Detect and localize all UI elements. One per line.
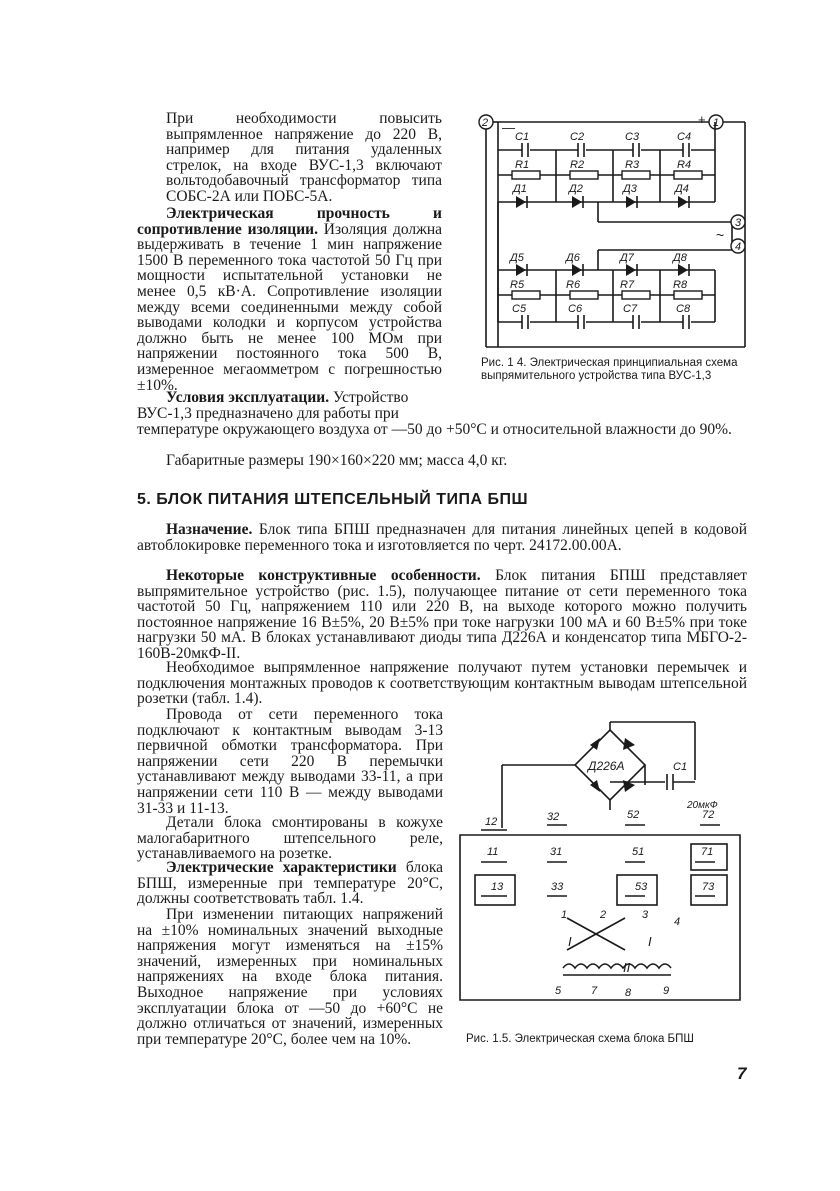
paragraph-text: Детали блока смонтированы в кожухе малогабаритного штепсельного реле, устанавливаемого на розетке. [137,814,443,863]
contact-13: 13 [491,881,504,893]
tap-4: 4 [674,916,681,928]
r8-label: R8 [673,279,688,291]
terminal-1 [709,115,723,129]
paragraph-text: температуре окружающего воздуха от —50 до +50°С и относительной влажности до 90%. [137,421,732,438]
contact-31: 31 [550,846,563,858]
paragraph-text: Устройство [329,389,409,406]
tap-8: 8 [625,987,632,999]
r3-label: R3 [625,159,640,171]
c1-label: C1 [515,131,530,143]
c5-label: C5 [512,303,527,315]
contact-52: 52 [627,809,640,821]
d3-label: Д3 [623,183,637,195]
section-heading: 5. БЛОК ПИТАНИЯ ШТЕПСЕЛЬНЫЙ ТИПА БПШ [137,491,529,508]
contact-row-top [481,809,720,830]
c6-label: C6 [568,303,583,315]
terminal-4-label: 4 [735,241,742,253]
tap-3: 3 [642,909,649,921]
line-vus-purpose [137,406,442,422]
bridge-label: Д226А [588,759,625,773]
caption-text: Рис. 1.5. Электрическая схема блока БПШ [466,1033,694,1045]
c4-label: C4 [677,131,692,143]
r5-label: R5 [510,279,525,291]
ac-sign: ~ [716,227,725,243]
winding-i-right: I [648,934,652,949]
d6-label: Д6 [566,252,580,264]
contact-72: 72 [702,809,715,821]
paragraph-electrical-characteristics [137,860,443,907]
r6-label: R6 [566,279,581,291]
plus-sign: + [698,112,706,127]
r2-label: R2 [570,159,585,171]
paragraph-insulation [137,206,442,393]
c1-label: C1 [673,761,688,773]
paragraph-dimensions [166,453,746,469]
c2-label: C2 [570,131,585,143]
contact-73: 73 [702,881,715,893]
d4-label: Д4 [675,183,689,195]
contact-11: 11 [487,846,499,858]
contact-33: 33 [551,881,564,893]
paragraph-text: Блок питания БПШ представляет выпрямительное устройство (рис. 1.5), получающее питание от сети переменного тока частотой 50 Гц, напряжением 110 или 220 В, на выходе которого можно получить постоянное напряжение 16 В±5%, 20 В±5% при токе нагрузки 100 мА и 60 В±5% при токе нагрузки 50 мА. В блоках устанавливают диоды типа Д226А и конденсатор типа МБГО-2-160В-20мкФ-II. [137,567,748,662]
paragraph-text: Провода от сети переменного тока подключают к контактным выводам 3-13 первичной обмотки трансформатора. При напряжении сети 220 В перемычки устанавливают между выводами 33-11, а при напряжении сети 110 В — между выводами 31-33 и 11-13. [137,706,443,817]
r1-label: R1 [515,159,530,171]
winding-i-left: I [568,934,572,949]
capacitor-row-bottom [512,303,691,329]
contact-53: 53 [635,881,648,893]
d7-label: Д7 [620,252,634,264]
caption-text: Рис. 1 4. Электрическая принципиальная схема выпрямительного устройства типа ВУС-1,3 [481,357,738,382]
paragraph-voltage-boost [166,111,442,205]
terminal-2-label: 2 [482,117,489,129]
paragraph-design-features [137,568,747,662]
tap-9: 9 [663,985,670,997]
page-number: 7 [737,1064,747,1083]
diode-bridge [575,730,645,800]
paragraph-temperature [137,422,747,438]
terminal-3-label: 3 [735,217,742,229]
tap-5: 5 [555,985,562,997]
c8-label: C8 [676,303,691,315]
c3-label: C3 [625,131,640,143]
paragraph-voltage-variation [137,907,443,1047]
contact-51: 51 [632,846,645,858]
paragraph-text: ВУС-1,3 предназначено для работы при [137,405,399,422]
d8-label: Д8 [673,252,687,264]
contact-71: 71 [701,846,714,858]
figure-1-5-schematic [455,710,755,1010]
paragraph-text: блока БПШ, измеренные при температуре 20°С, должны соответствовать табл. 1.4. [137,859,443,908]
paragraph-housing [137,815,443,862]
terminal-1-label: 1 [713,117,720,129]
figure-1-4-caption [481,357,753,382]
figure-1-4-schematic [470,110,760,360]
resistor-row-bottom [510,279,702,299]
tap-1: 1 [561,909,568,921]
paragraph-text: Необходимое выпрямленное напряжение получают путем установки перемычек и подключения монтажных проводов к соответствующим контактным выводам штепсельной розетки (табл. 1.4). [137,659,747,708]
r4-label: R4 [677,159,692,171]
figure-1-5-caption [466,1033,746,1046]
contact-32: 32 [547,811,560,823]
paragraph-text: При изменении питающих напряжений на ±10% номинальных значений выходные напряжения могут изменяться на ±15% значений, измеренных при номинальных напряжениях на входе блока питания. Выходное напряжение при условиях эксплуатации блока от —50 до +60°С не должно отличаться от значений, измеренных при температуре 20°С, более чем на 10%. [137,906,443,1048]
transformer [555,909,680,999]
diode-row-top [511,183,689,208]
terminal-3 [731,215,745,229]
resistor-row-top [512,159,702,179]
terminal-4 [731,239,745,253]
paragraph-lead: Электрическая прочность и сопротивление изоляции. [137,205,442,238]
paragraph-lead: Условия эксплуатации. [166,389,330,406]
d5-label: Д5 [510,252,524,264]
paragraph-text: Изоляция должна выдерживать в течение 1 мин напряжение 1500 В переменного тока частотой 50 Гц при мощности испытательной установки не менее 0,5 кВ·А. Сопротивление изоляции между всеми соединенными между собой выводами колодки и корпусом устройства должно быть не менее 100 МОм при напряжении постоянного тока 500 В, измеренное мегаомметром с погрешностью ±10%. [137,220,443,394]
tap-7: 7 [591,985,598,997]
paragraph-text: При необходимости повысить выпрямленное напряжение до 220 В, например для питания удаленных стрелок, на входе ВУС-1,3 включают вольтодобавочный трансформатор типа СОБС-2А или ПОБС-5А. [166,110,442,205]
paragraph-lead: Электрические характеристики [166,859,397,876]
contact-row-bottom [475,875,727,905]
paragraph-text: Блок типа БПШ предназначен для питания линейных цепей в кодовой автоблокировке переменного тока и изготовляется по черт. 24172.00.00А. [137,521,747,554]
tap-2: 2 [600,909,607,921]
terminal-2 [479,115,493,129]
paragraph-lead: Некоторые конструктивные особенности. [166,567,481,584]
paragraph-jumpers [137,660,747,707]
paragraph-mains-wires [137,707,443,816]
paragraph-lead: Назначение. [166,521,253,538]
c1-value: 20мкФ [687,800,718,811]
contact-row-middle [481,844,727,870]
capacitor-row-top [515,131,691,157]
minus-sign: — [502,120,515,135]
paragraph-text: Габаритные размеры 190×160×220 мм; масса 4,0 кг. [166,452,508,469]
d2-label: Д2 [569,183,583,195]
winding-ii: II [623,960,631,975]
d1-label: Д1 [513,183,527,195]
c7-label: C7 [623,303,638,315]
r7-label: R7 [620,279,635,291]
paragraph-purpose [137,522,747,553]
contact-12: 12 [485,816,498,828]
paragraph-operating-conditions-lead [137,390,442,406]
